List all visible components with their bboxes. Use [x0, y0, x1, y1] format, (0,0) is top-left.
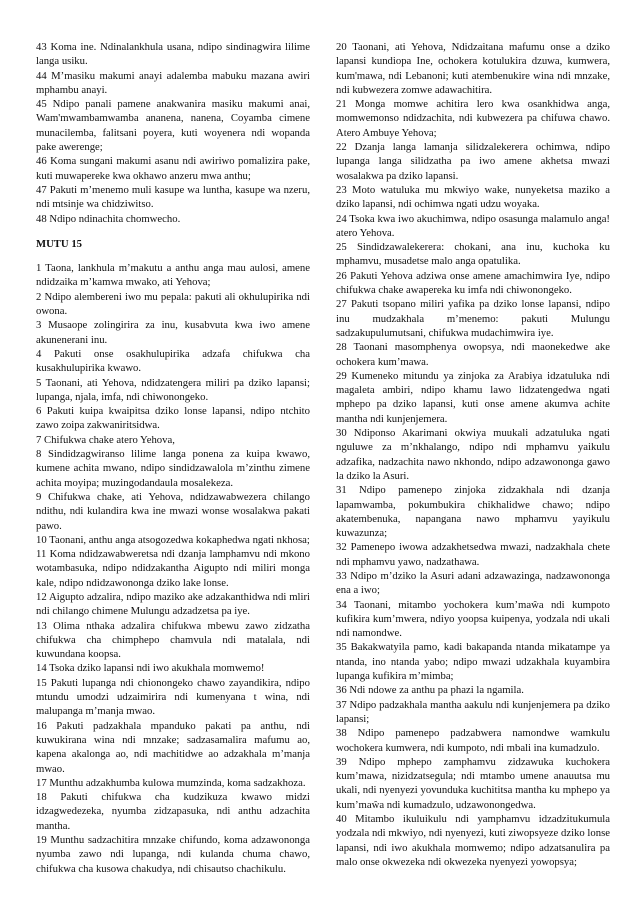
verse-paragraph: 23 Moto watuluka mu mkwiyo wake, nunyeketsa maziko a dziko lapansi, ndi ochimwa ngati udzu woyaka.	[336, 183, 610, 211]
verses-after-heading	[36, 261, 310, 876]
verse-paragraph: 26 Pakuti Yehova adziwa onse amene amachimwira Iye, ndipo chifukwa chake awapereka ku imfa ndi chiwonongeko.	[336, 269, 610, 297]
verse-paragraph: 2 Ndipo alembereni iwo mu pepala: pakuti ali okhulupirika ndi owona.	[36, 290, 310, 318]
verse-paragraph: 37 Ndipo padzakhala mantha aakulu ndi kunjenjemera pa dziko lapansi;	[336, 698, 610, 725]
verse-paragraph: 35 Bakakwatyila pamo, kadi bakapanda ntanda mikatampe ya ntanda, ino ntanda yabo; ndipo mwazi udzakhala kuyambira lupanga kufikira m’mimba;	[336, 641, 610, 683]
verse-paragraph: 43 Koma ine. Ndinalankhula usana, ndipo sindinagwira lilime langa usiku.	[36, 41, 310, 68]
verse-paragraph: 20 Taonani, ati Yehova, Ndidzaitana mafumu onse a dziko lapansi kundiopa Ine, ochokera kotulukira dzuwa, kumwera, kum'mawa, ndi Lebanoni; kuti atembenukire wina ndi mnzake, ndi kubwezera zomwe adawachitira.	[336, 41, 610, 96]
left-column	[36, 40, 310, 875]
verse-paragraph: 47 Pakuti m’menemo muli kasupe wa luntha, kasupe wa nzeru, ndi mtsinje wa chidziwitso.	[36, 183, 310, 211]
verse-paragraph: 27 Pakuti tsopano miliri yafika pa dziko lonse lapansi, ndipo inu mudzakhala m’menemo: pakuti Mulungu sadzakupulumutsani, chifukwa mudachimwira iye.	[336, 298, 610, 339]
verse-paragraph: 5 Taonani, ati Yehova, ndidzatengera miliri pa dziko lapansi; lupanga, njala, imfa, ndi chiwonongeko.	[36, 376, 310, 403]
verse-paragraph: 39 Ndipo mphepo zamphamvu zidzawuka kuchokera kum’mawa, nizidzatsegula; ndi mtambo umene anauutsa mu ukali, ndi nyenyezi yovunduka kuchititsa mantha ku mphepo ya kum’maŵa ndi kumadzulo, udzawonongedwa.	[336, 755, 610, 811]
verse-paragraph: 33 Ndipo m’dziko la Asuri adani adzawazinga, nadzawononga ena a iwo;	[336, 569, 610, 597]
verse-paragraph: 8 Sindidzagwiranso lilime langa ponena za kuipa kwawo, kumene achita mwano, ndipo sindidzawalola m’zinthu zimene achita moyipa; muzingodandaula mosalekeza.	[36, 448, 310, 489]
verse-paragraph: 30 Ndiponso Akarimani okwiya muukali adzatuluka ngati nguluwe za m’nkhalango, ndipo ndi mphamvu yaikulu adzafika, nadzachita nawo nkhondo, ndipo adzawononga gawo la dziko la Asuri.	[336, 427, 610, 482]
verse-paragraph: 38 Ndipo pamenepo padzabwera namondwe wamkulu wochokera kumwera, ndi kumpoto, ndi mbali ina kumadzulo.	[336, 727, 610, 754]
verse-paragraph: 28 Taonani masomphenya owopsya, ndi maonekedwe ake ochokera kum’mawa.	[336, 341, 610, 368]
verse-paragraph: 29 Kumeneko mitundu ya zinjoka za Arabiya idzatuluka ndi magaleta ambiri, ndipo khamu lawo lidzatengedwa ngati mphepo pa dziko lapansi, kuti onse amene akumva achite mantha ndi kunjenjemera.	[336, 369, 610, 425]
verse-paragraph: 22 Dzanja langa lamanja silidzalekerera ochimwa, ndipo lupanga langa silidzatha pa iwo amene akhetsa mwazi wosalakwa pa dziko lapansi.	[336, 141, 610, 182]
verse-paragraph: 25 Sindidzawalekerera: chokani, ana inu, kuchoka ku mphamvu, musadetse malo anga opatulika.	[336, 241, 610, 268]
document-page	[36, 40, 610, 875]
verse-paragraph: 10 Taonani, anthu anga atsogozedwa kokaphedwa ngati nkhosa;	[36, 533, 310, 546]
verse-paragraph: 13 Olima nthaka adzalira chifukwa mbewu zawo zidzatha chifukwa cha chimphepo chamvula ndi matalala, ndi kuwundana koopsa.	[36, 619, 310, 661]
verse-paragraph: 40 Mitambo ikuluikulu ndi yamphamvu idzadzitukumula yodzala ndi mkwiyo, ndi nyenyezi, kuti ziwopsyeze dziko lonse lapansi, ndi iwo akukhala momwemo; ndipo adzatsanulira pa malo onse okwezeka ndi okwezeka nyenyezi yowopsya;	[336, 813, 610, 868]
verse-paragraph: 12 Aigupto adzalira, ndipo maziko ake adzakanthidwa ndi mliri ndi chilango chimene Mulungu adzadzetsa pa iye.	[36, 590, 310, 618]
verse-paragraph: 17 Munthu adzakhumba kulowa mumzinda, koma sadzakhoza.	[36, 776, 306, 789]
right-column	[336, 40, 610, 870]
verse-paragraph: 34 Taonani, mitambo yochokera kum’maŵa ndi kumpoto kufikira kum’mwera, ndiyo yoopsa kuipenya, yodzala ndi ukali ndi namondwe.	[336, 598, 610, 640]
verse-paragraph: 21 Monga momwe achitira lero kwa osankhidwa anga, momwemonso ndidzachita, ndi kubwezera pa chifuwa chawo. Atero Ambuye Yehova;	[336, 98, 610, 139]
verse-paragraph: 36 Ndi ndowe za anthu pa phazi la ngamila.	[336, 684, 524, 697]
verse-paragraph: 46 Koma sungani makumi asanu ndi awiriwo pomalizira pake, kuti muwapereke kwa okhawo anzeru mwa anthu;	[36, 155, 310, 182]
verse-paragraph: 18 Pakuti chifukwa cha kudzikuza kwawo midzi idzagwedezeka, nyumba zidzapasuka, ndi anthu adzachita mantha.	[36, 791, 310, 832]
verse-paragraph: 32 Pamenepo iwowa adzakhetsedwa mwazi, nadzakhala chete ndi mphamvu yawo, nadzathawa.	[336, 541, 610, 568]
verse-paragraph: 15 Pakuti lupanga ndi chionongeko chawo zayandikira, ndipo mtundu umodzi udzaimirira ndi kumenyana t wina, ndi malupanga m’manja mwao.	[36, 676, 310, 718]
verse-paragraph: 45 Ndipo panali pamene anakwanira masiku makumi anai, Wam'mwambamwamba ananena, nanena, Coyamba cimene munacilemba, falitsani poyera, kuti woyenera ndi wopanda pake awerenge;	[36, 98, 310, 154]
verse-paragraph: 44 M’masiku makumi anayi adalemba mabuku mazana awiri mphambu anayi.	[36, 69, 310, 96]
verse-paragraph: 31 Ndipo pamenepo zinjoka zidzakhala ndi dzanja lapamwamba, pokumbukira chikhalidwe chawo; ndipo akatembenuka, napangana nawo mphamvu yayikulu kuwazunza;	[336, 484, 610, 540]
verse-paragraph: 48 Ndipo ndinachita chomwecho.	[36, 212, 181, 225]
verse-paragraph: 6 Pakuti kuipa kwaipitsa dziko lonse lapansi, ndipo ntchito zawo zoipa zakwaniritsidwa.	[36, 405, 310, 432]
verse-paragraph: 1 Taona, lankhula m’makutu a anthu anga mau aulosi, amene ndidzaika m’kamwa mwako, ati Yehova;	[36, 262, 310, 289]
verse-paragraph: 4 Pakuti onse osakhulupirika adzafa chifukwa cha kusakhulupirika kwawo.	[36, 347, 310, 375]
chapter-heading: MUTU 15	[36, 237, 83, 250]
verse-paragraph: 16 Pakuti padzakhala mpanduko pakati pa anthu, ndi kuwukirana wina ndi mnzake; sadzasamalira mafumu ao, kapena akalonga ao, ndi machitidwe ao adzakhala m’manja mwao.	[36, 719, 310, 775]
verse-paragraph: 14 Tsoka dziko lapansi ndi iwo akukhala momwemo!	[36, 662, 265, 675]
verse-paragraph: 24 Tsoka kwa iwo akuchimwa, ndipo osasunga malamulo anga! atero Yehova.	[336, 212, 610, 239]
verse-paragraph: 11 Koma ndidzawabweretsa ndi dzanja lamphamvu ndi mkono wotambasuka, ndipo ndidzakantha Aigupto ndi miliri monga kale, ndipo ndidzawononga dziko lake lonse.	[36, 548, 310, 589]
verse-paragraph: 7 Chifukwa chake atero Yehova,	[36, 433, 175, 446]
verse-paragraph: 3 Musaope zolingirira za inu, kusabvuta kwa iwo amene akunenerani inu.	[36, 319, 310, 346]
verse-paragraph: 19 Munthu sadzachitira mnzake chifundo, koma adzawononga nyumba zawo ndi lupanga, ndi kulanda chuma chawo, chifukwa cha kusowa chakudya, ndi chisautso chachikulu.	[36, 834, 310, 875]
verses-before-heading	[36, 40, 310, 226]
verse-paragraph: 9 Chifukwa chake, ati Yehova, ndidzawabwezera chilango ndithu, ndi kulandira kwa ine mwazi wonse wosalakwa pakati pawo.	[36, 490, 310, 532]
